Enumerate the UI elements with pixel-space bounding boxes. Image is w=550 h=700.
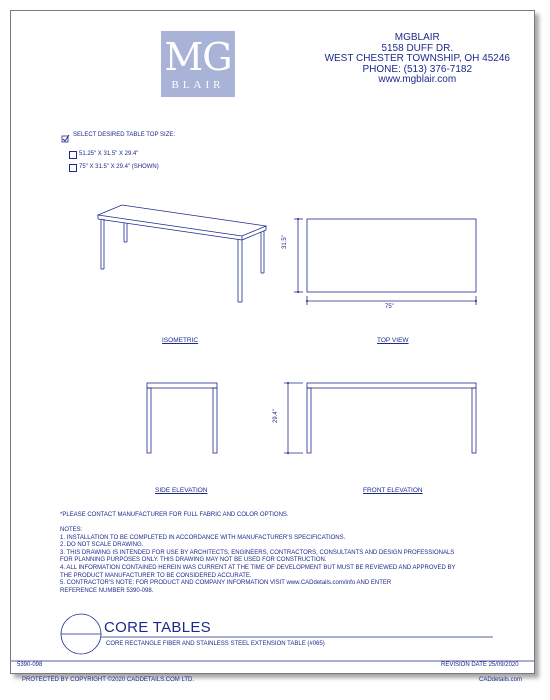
caddetails-link[interactable]: CADdetails.com <box>479 677 523 683</box>
side-elevation <box>147 383 217 453</box>
front-elevation-label: FRONT ELEVATION <box>363 487 423 494</box>
note-line: 5. CONTRACTOR'S NOTE: FOR PRODUCT AND COMPANY INFORMATION VISIT www.CADdetails.com/info AND ENTER <box>60 580 392 587</box>
copyright-notice: PROTECTED BY COPYRIGHT ©2020 CADDETAILS.COM LTD. <box>22 677 195 683</box>
note-line: 4. ALL INFORMATION CONTAINED HEREIN WAS CURRENT AT THE TIME OF DEVELOPMENT BUT MUST BE REVIEWED AND APPROVED BY <box>60 564 456 571</box>
company-phone: PHONE: (513) 376-7182 <box>362 63 473 75</box>
top-view-label: TOP VIEW <box>377 337 409 344</box>
drawing-sheet <box>10 10 535 674</box>
front-elevation <box>284 383 476 453</box>
drawing-subtitle: CORE RECTANGLE FIBER AND STAINLESS STEEL EXTENSION TABLE (#065) <box>106 641 325 647</box>
logo-blair-text: BLAIR <box>171 79 225 91</box>
side-elevation-label: SIDE ELEVATION <box>155 487 208 494</box>
top-view <box>294 219 476 305</box>
note-line: THE PRODUCT MANUFACTURER TO BE CONSIDERED ACCURATE. <box>60 572 252 579</box>
options-heading: SELECT DESIRED TABLE TOP SIZE: <box>73 132 176 138</box>
drawing-title: CORE TABLES <box>104 619 211 636</box>
option-label-1: 51.25" X 31.5" X 29.4" <box>79 151 139 157</box>
option-label-2: 75" X 31.5" X 29.4" (SHOWN) <box>79 164 159 170</box>
note-line: 2. DO NOT SCALE DRAWING. <box>60 542 144 549</box>
company-address-line1: 5158 DUFF DR. <box>381 42 454 54</box>
height-dimension-label: 29.4" <box>273 409 279 423</box>
note-line: 3. THIS DRAWING IS INTENDED FOR USE BY ARCHITECTS, ENGINEERS, CONTRACTORS, CONSULTANTS AND DESIGN PROFESSIONALS <box>60 549 455 556</box>
company-website: www.mgblair.com <box>378 74 457 85</box>
revision-date: REVISION DATE 25/09/2020 <box>441 662 519 668</box>
note-line: REFERENCE NUMBER 5390-098. <box>60 587 154 594</box>
width-dimension-label: 75" <box>385 304 394 310</box>
depth-dimension-label: 31.5" <box>282 235 288 249</box>
note-line: FOR PLANNING PURPOSES ONLY. THIS DRAWING MAY NOT BE USED FOR CONSTRUCTION. <box>60 557 327 564</box>
note-line: 1. INSTALLATION TO BE COMPLETED IN ACCORDANCE WITH MANUFACTURER'S SPECIFICATIONS. <box>60 534 346 541</box>
notes-list <box>60 527 456 595</box>
contact-note: *PLEASE CONTACT MANUFACTURER FOR FULL FABRIC AND COLOR OPTIONS. <box>60 512 289 518</box>
logo-mg-text: MG <box>164 35 232 79</box>
notes-heading: NOTES: <box>60 527 83 533</box>
reference-number: 5390-098 <box>17 662 43 668</box>
company-address-line2: WEST CHESTER TOWNSHIP, OH 45246 <box>324 53 510 64</box>
isometric-label: ISOMETRIC <box>162 337 199 344</box>
isometric-view <box>98 205 266 302</box>
company-name: MGBLAIR <box>394 32 440 43</box>
